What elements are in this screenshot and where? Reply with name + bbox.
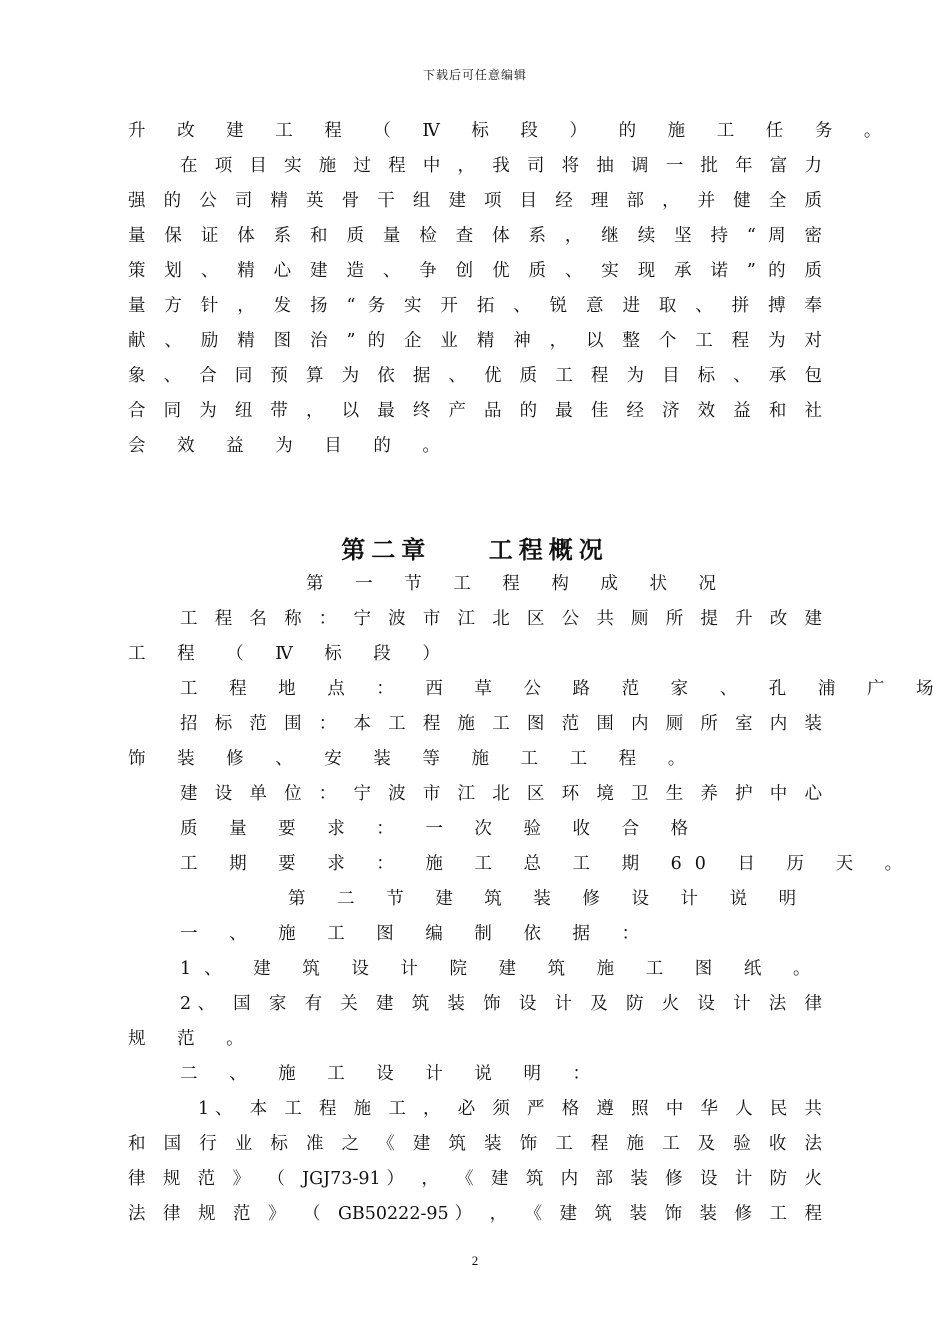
intro-paragraph [128,114,895,464]
text-line: 1、 建 筑 设 计 院 建 筑 施 工 图 纸 。 [180,959,824,979]
text-line: 一 、 施 工 图 编 制 依 据 ： [180,924,653,944]
section-1-title: 第 一 节 工 程 构 成 状 况 [306,574,730,594]
text-line: 质 量 要 求 ： 一 次 验 收 合 格 [180,819,702,839]
text-line: 在 项 目 实 施 过 程 中 ， 我 司 将 抽 调 一 批 年 富 力 [180,156,822,176]
text-line: 饰 装 修 、 安 装 等 施 工 工 程 。 [128,749,699,769]
text-line: 会 效 益 为 目 的 。 [128,436,453,456]
chapter-title: 第二章 工程概况 [341,536,609,564]
text-line: 工 程 （ Ⅳ 标 段 ） [128,644,453,664]
text-line: 法 律 规 范 》 （ GB50222-95） ， 《 建 筑 装 饰 装 修 工 程 [128,1204,822,1224]
text-line: 规 范 。 [128,1029,257,1049]
text-line: 招 标 范 围 ： 本 工 程 施 工 图 范 围 内 厕 所 室 内 装 [180,714,822,734]
section-2 [128,882,822,1232]
text-line: 量 方 针 ， 发 扬 “ 务 实 开 拓 、 锐 意 进 取 、 拼 搏 奉 [128,296,822,316]
text-line: 2、 国 家 有 关 建 筑 装 饰 设 计 及 防 火 设 计 法 律 [180,994,822,1014]
text-line: 量 保 证 体 系 和 质 量 检 查 体 系 ， 继 续 坚 持 “ 周 密 [128,226,822,246]
text-line: 和 国 行 业 标 准 之 《 建 筑 装 饰 工 程 施 工 及 验 收 法 [128,1134,822,1154]
text-line: 工 期 要 求 ： 施 工 总 工 期 60 日 历 天 。 [180,854,916,874]
section-1 [128,567,947,882]
text-line: 强 的 公 司 精 英 骨 干 组 建 项 目 经 理 部 ， 并 健 全 质 [128,191,822,211]
text-line: 献 、 励 精 图 治 ” 的 企 业 精 神 ， 以 整 个 工 程 为 对 [128,331,822,351]
text-line: 策 划 、 精 心 建 造 、 争 创 优 质 、 实 现 承 诺 ” 的 质 [128,261,822,281]
text-line: 合 同 为 纽 带 ， 以 最 终 产 品 的 最 佳 经 济 效 益 和 社 [128,401,822,421]
section-2-title: 第 二 节 建 筑 装 修 设 计 说 明 [288,889,810,909]
text-line: 象 、 合 同 预 算 为 依 据 、 优 质 工 程 为 目 标 、 承 包 [128,366,822,386]
text-line: 工 程 地 点 ： 西 草 公 路 范 家 、 孔 浦 广 场 [180,679,947,699]
text-line: 1、 本 工 程 施 工 ， 必 须 严 格 遵 照 中 华 人 民 共 [198,1099,822,1119]
text-line: 工 程 名 称 ： 宁 波 市 江 北 区 公 共 厕 所 提 升 改 建 [180,609,822,629]
text-line: 二 、 施 工 设 计 说 明 ： [180,1064,604,1084]
page-number: 2 [471,1253,479,1268]
text-line: 升 改 建 工 程 （ Ⅳ 标 段 ） 的 施 工 任 务 。 [128,121,895,141]
text-line: 律 规 范 》 （ JGJ73-91） ， 《 建 筑 内 部 装 修 设 计 防 火 [128,1169,822,1189]
page-header: 下载后可任意编辑 [422,68,527,82]
text-line: 建 设 单 位 ： 宁 波 市 江 北 区 环 境 卫 生 养 护 中 心 [180,784,822,804]
